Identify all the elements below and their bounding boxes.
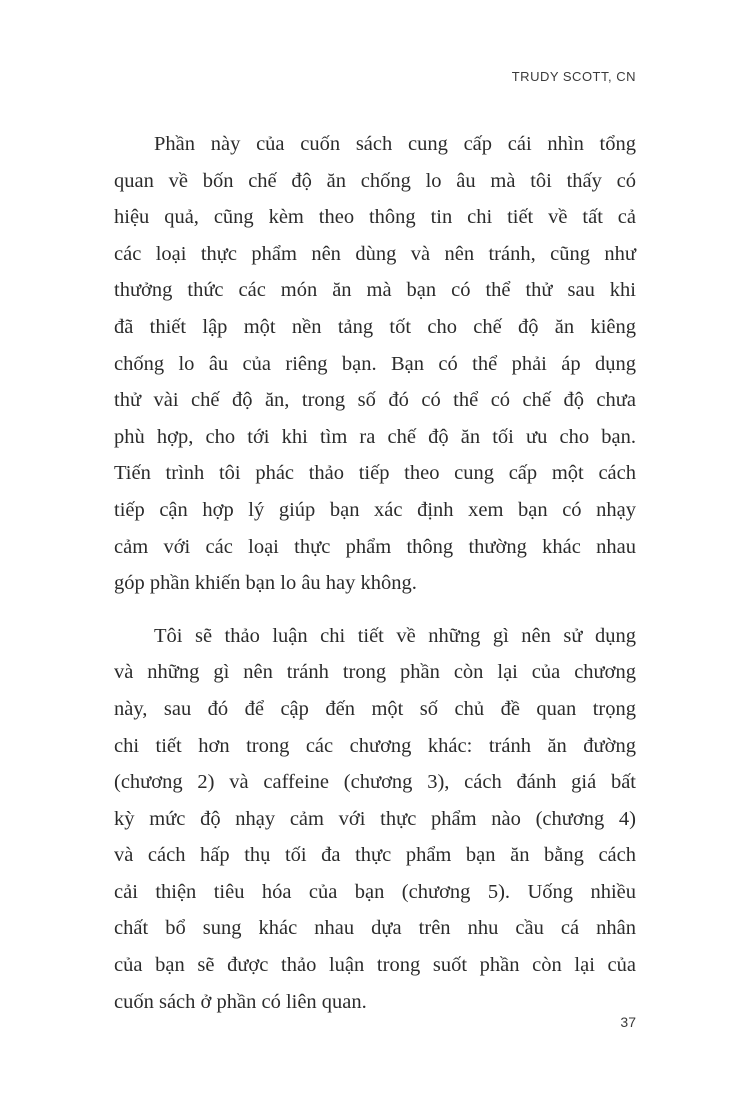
text-line: Phần này của cuốn sách cung cấp cái nhìn tổng (154, 133, 636, 155)
text-line: phù hợp, cho tới khi tìm ra chế độ ăn tối ưu cho bạn. (114, 425, 636, 448)
text-line: quan về bốn chế độ ăn chống lo âu mà tôi thấy có (114, 169, 636, 192)
page-number: 37 (620, 1014, 636, 1030)
text-line: và những gì nên tránh trong phần còn lại của chương (114, 661, 636, 684)
text-line: kỳ mức độ nhạy cảm với thực phẩm nào (chương 4) (114, 807, 636, 830)
text-line: của bạn sẽ được thảo luận trong suốt phần còn lại của (114, 954, 636, 977)
body-text (114, 126, 636, 1020)
text-line: chống lo âu của riêng bạn. Bạn có thể phải áp dụng (114, 352, 636, 375)
text-line: cảm với các loại thực phẩm thông thường khác nhau (114, 535, 636, 558)
text-line: góp phần khiến bạn lo âu hay không. (114, 572, 417, 595)
paragraph-2 (114, 618, 636, 1021)
paragraph-spacer (114, 602, 636, 618)
text-line: chất bổ sung khác nhau dựa trên nhu cầu cá nhân (114, 917, 636, 940)
text-line: thưởng thức các món ăn mà bạn có thể thử sau khi (114, 279, 636, 302)
text-line: hiệu quả, cũng kèm theo thông tin chi tiết về tất cả (114, 206, 636, 229)
text-line: Tiến trình tôi phác thảo tiếp theo cung cấp một cách (114, 462, 636, 485)
text-line: này, sau đó để cập đến một số chủ đề quan trọng (114, 697, 636, 720)
text-line: các loại thực phẩm nên dùng và nên tránh, cũng như (114, 242, 636, 265)
text-line: chi tiết hơn trong các chương khác: tránh ăn đường (114, 734, 636, 757)
running-head: TRUDY SCOTT, CN (511, 69, 636, 84)
text-line: thử vài chế độ ăn, trong số đó có thể có chế độ chưa (114, 389, 636, 412)
text-line: cuốn sách ở phần có liên quan. (114, 990, 367, 1013)
paragraph-1 (114, 126, 636, 602)
text-line: và cách hấp thụ tối đa thực phẩm bạn ăn bằng cách (114, 844, 636, 867)
text-line: đã thiết lập một nền tảng tốt cho chế độ ăn kiêng (114, 315, 636, 338)
text-line: cải thiện tiêu hóa của bạn (chương 5). Uống nhiều (114, 880, 636, 903)
text-line: tiếp cận hợp lý giúp bạn xác định xem bạn có nhạy (114, 498, 636, 521)
text-line: Tôi sẽ thảo luận chi tiết về những gì nên sử dụng (154, 624, 636, 647)
text-line: (chương 2) và caffeine (chương 3), cách đánh giá bất (114, 771, 636, 794)
